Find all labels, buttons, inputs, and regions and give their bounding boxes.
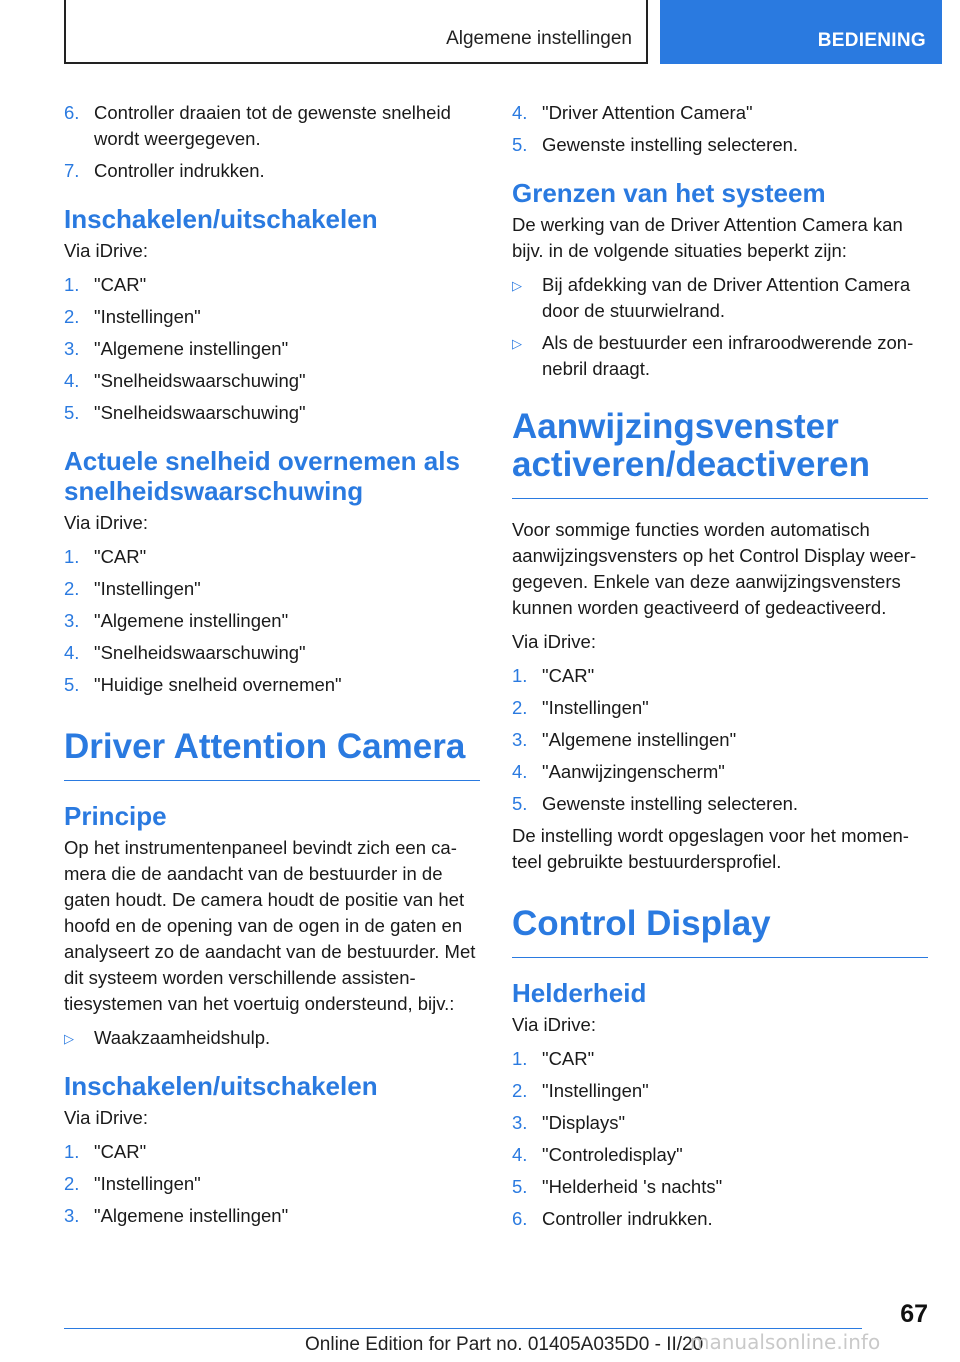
step-number: 2. bbox=[64, 1173, 80, 1194]
step-text: "Instellingen" bbox=[94, 1173, 201, 1194]
list-item bbox=[512, 1078, 928, 1104]
step-text: "CAR" bbox=[542, 1048, 595, 1069]
step-number: 1. bbox=[64, 546, 80, 567]
step-text: "Instellingen" bbox=[94, 306, 201, 327]
step-text: "Instellingen" bbox=[542, 1080, 649, 1101]
step-number: 3. bbox=[64, 1205, 80, 1226]
list-item bbox=[512, 1206, 928, 1232]
step-text: "Snelheidswaarschuwing" bbox=[94, 370, 306, 391]
left-column bbox=[64, 100, 480, 1235]
list-item bbox=[512, 1046, 928, 1072]
step-text: "Helderheid 's nachts" bbox=[542, 1176, 723, 1197]
step-number: 6. bbox=[64, 102, 80, 123]
step-text: "Controledisplay" bbox=[542, 1144, 683, 1165]
bullet-text: Waakzaamheidshulp. bbox=[94, 1027, 271, 1048]
list-item bbox=[64, 400, 480, 426]
chapter-heading: Control Display bbox=[512, 905, 928, 958]
list-item bbox=[512, 1174, 928, 1200]
step-text: Gewenste instelling selecteren. bbox=[542, 134, 799, 155]
step-text: Controller indrukken. bbox=[94, 160, 265, 181]
step-text: "Snelheidswaarschuwing" bbox=[94, 642, 306, 663]
step-text: "Instellingen" bbox=[542, 697, 649, 718]
list-item bbox=[512, 759, 928, 785]
step-number: 4. bbox=[512, 102, 528, 123]
list-item bbox=[512, 663, 928, 689]
bullet-list bbox=[512, 272, 928, 382]
list-item bbox=[64, 1025, 480, 1051]
section-heading: Helderheid bbox=[512, 978, 647, 1008]
list-item bbox=[64, 1171, 480, 1197]
list-item bbox=[512, 330, 928, 382]
step-text: "CAR" bbox=[94, 274, 147, 295]
list-item bbox=[512, 132, 928, 158]
step-number: 4. bbox=[512, 1144, 528, 1165]
step-number: 5. bbox=[64, 674, 80, 695]
list-item bbox=[64, 640, 480, 666]
step-text: "Huidige snelheid overnemen" bbox=[94, 674, 342, 695]
footer-edition: Online Edition for Part no. 01405A035D0 - II/20 bbox=[305, 1334, 704, 1355]
via-label: Via iDrive: bbox=[64, 512, 148, 533]
step-text: "Algemene instellingen" bbox=[94, 610, 289, 631]
list-item bbox=[512, 727, 928, 753]
step-text: "CAR" bbox=[94, 1141, 147, 1162]
step-list bbox=[512, 100, 928, 158]
header-section-title: Algemene instellingen bbox=[446, 28, 632, 49]
list-item bbox=[512, 100, 928, 126]
step-number: 5. bbox=[64, 402, 80, 423]
step-number: 5. bbox=[512, 793, 528, 814]
principe-paragraph: Op het instrumentenpaneel bevindt zich een camera die de aandacht van de bestuurder in de gaten houdt. De camera houdt de positie van het hoofd en de opening van de ogen in de gaten en analyseert zo de aandacht van de bestuurder. Met dit systeem worden verschillende assistentiesystemen van het voertuig ondersteund, bijv.: bbox=[64, 837, 476, 1014]
list-item bbox=[64, 272, 480, 298]
section-heading: Principe bbox=[64, 801, 167, 831]
step-text: "CAR" bbox=[94, 546, 147, 567]
via-label: Via iDrive: bbox=[512, 1014, 596, 1035]
step-number: 3. bbox=[64, 338, 80, 359]
list-item bbox=[64, 368, 480, 394]
watermark: manualsonline.info bbox=[690, 1330, 881, 1354]
step-text: "CAR" bbox=[542, 665, 595, 686]
step-number: 2. bbox=[512, 1080, 528, 1101]
via-label: Via iDrive: bbox=[64, 1107, 148, 1128]
list-item bbox=[64, 608, 480, 634]
step-number: 4. bbox=[64, 642, 80, 663]
step-number: 2. bbox=[512, 697, 528, 718]
step-text: Controller indrukken. bbox=[542, 1208, 713, 1229]
step-list bbox=[512, 663, 928, 817]
list-item bbox=[64, 158, 480, 184]
list-item bbox=[512, 1110, 928, 1136]
step-text: "Algemene instellingen" bbox=[94, 1205, 289, 1226]
header-chapter-title: BEDIENING bbox=[817, 30, 926, 51]
step-number: 7. bbox=[64, 160, 80, 181]
list-item bbox=[64, 672, 480, 698]
bullet-text: Als de bestuurder een infraroodwerende zonnebril draagt. bbox=[542, 332, 914, 379]
step-number: 2. bbox=[64, 578, 80, 599]
section-heading: Grenzen van het systeem bbox=[512, 178, 826, 208]
step-text: "Snelheidswaarschuwing" bbox=[94, 402, 306, 423]
step-number: 5. bbox=[512, 1176, 528, 1197]
step-number: 3. bbox=[512, 729, 528, 750]
via-label: Via iDrive: bbox=[512, 631, 596, 652]
step-number: 2. bbox=[64, 306, 80, 327]
step-number: 5. bbox=[512, 134, 528, 155]
window-paragraph: Voor sommige functies worden automatisch aanwijzingsvensters op het Control Display weergegeven. Enkele van deze aanwijzingsvensters kunnen worden geactiveerd of gedeactiveerd. bbox=[512, 519, 917, 618]
list-item bbox=[512, 1142, 928, 1168]
triangle-right-icon: ▷ bbox=[64, 1031, 74, 1046]
step-text: "Driver Attention Camera" bbox=[542, 102, 753, 123]
list-item bbox=[64, 336, 480, 362]
step-text: "Instellingen" bbox=[94, 578, 201, 599]
list-item bbox=[64, 1203, 480, 1229]
triangle-right-icon: ▷ bbox=[512, 336, 522, 351]
header-section-box bbox=[64, 0, 648, 64]
bullet-text: Bij afdekking van de Driver Attention Camera door de stuurwielrand. bbox=[542, 274, 911, 321]
list-item bbox=[512, 791, 928, 817]
step-number: 1. bbox=[64, 274, 80, 295]
step-text: "Aanwijzingenscherm" bbox=[542, 761, 725, 782]
right-column bbox=[512, 100, 928, 1238]
list-item bbox=[512, 272, 928, 324]
triangle-right-icon: ▷ bbox=[512, 278, 522, 293]
step-number: 4. bbox=[64, 370, 80, 391]
section-heading: Inschakelen/uitschakelen bbox=[64, 1071, 378, 1101]
page-number: 67 bbox=[900, 1300, 928, 1328]
chapter-heading: Driver Attention Camera bbox=[64, 728, 480, 781]
footer-divider bbox=[64, 1328, 862, 1329]
chapter-heading: Aanwijzingsvenster activeren/deactiveren bbox=[512, 408, 928, 499]
step-list bbox=[64, 544, 480, 698]
step-text: Gewenste instelling selecteren. bbox=[542, 793, 799, 814]
list-item bbox=[64, 304, 480, 330]
via-label: Via iDrive: bbox=[64, 240, 148, 261]
step-number: 4. bbox=[512, 761, 528, 782]
step-list bbox=[64, 1139, 480, 1229]
step-number: 3. bbox=[512, 1112, 528, 1133]
limits-paragraph: De werking van de Driver Attention Camera kan bijv. in de volgende situaties beperkt zijn: bbox=[512, 214, 903, 261]
step-text: "Displays" bbox=[542, 1112, 626, 1133]
saved-paragraph: De instelling wordt opgeslagen voor het momenteel gebruikte bestuurdersprofiel. bbox=[512, 825, 909, 872]
step-number: 1. bbox=[512, 665, 528, 686]
list-item bbox=[64, 100, 480, 152]
section-heading: Inschakelen/uitschakelen bbox=[64, 204, 378, 234]
step-list bbox=[64, 272, 480, 426]
step-text: "Algemene instellingen" bbox=[542, 729, 737, 750]
bullet-list bbox=[64, 1025, 480, 1051]
header-chapter-tab bbox=[660, 0, 942, 64]
step-text: "Algemene instellingen" bbox=[94, 338, 289, 359]
section-heading: Actuele snelheid overnemen als snelheidswaarschuwing bbox=[64, 446, 460, 506]
step-number: 1. bbox=[512, 1048, 528, 1069]
step-text: Controller draaien tot de gewenste snelheid wordt weergegeven. bbox=[94, 102, 451, 149]
step-number: 3. bbox=[64, 610, 80, 631]
step-list bbox=[512, 1046, 928, 1232]
step-number: 1. bbox=[64, 1141, 80, 1162]
list-item bbox=[512, 695, 928, 721]
list-item bbox=[64, 576, 480, 602]
step-number: 6. bbox=[512, 1208, 528, 1229]
list-item bbox=[64, 1139, 480, 1165]
step-list bbox=[64, 100, 480, 184]
list-item bbox=[64, 544, 480, 570]
